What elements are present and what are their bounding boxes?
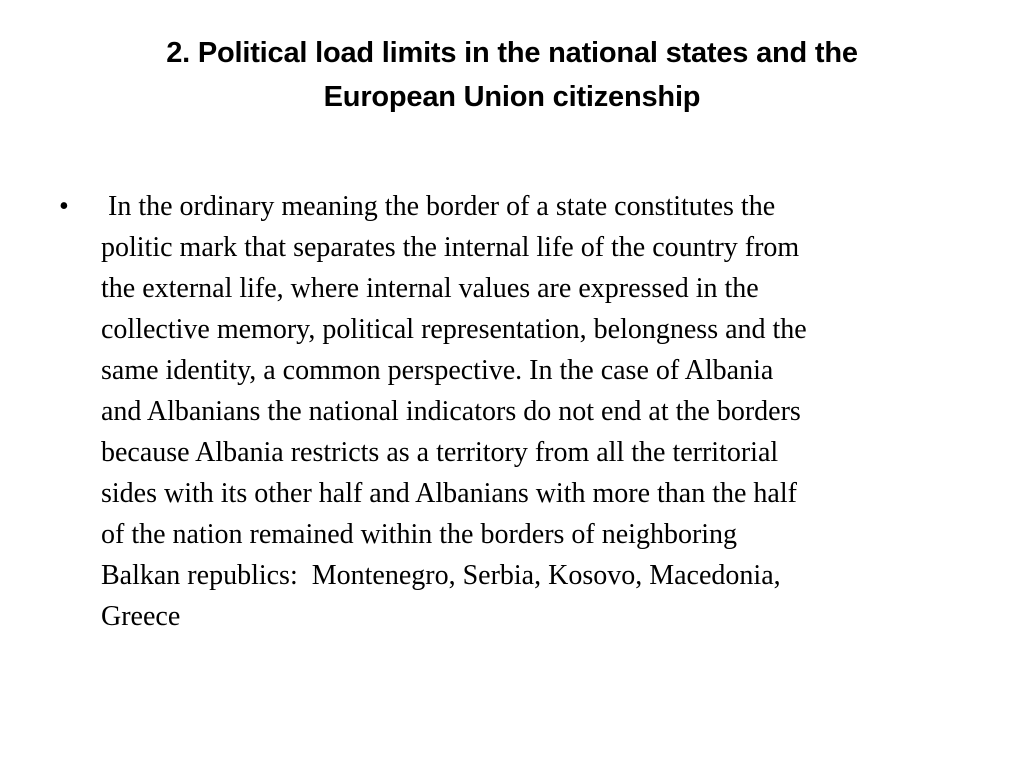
title-line-2: European Union citizenship bbox=[323, 81, 701, 113]
paragraph-line-3: the external life, where internal values are expressed in the bbox=[101, 273, 759, 304]
paragraph-line-8: sides with its other half and Albanians with more than the half bbox=[101, 478, 797, 509]
paragraph-line-11: Greece bbox=[101, 601, 181, 632]
title-line-1: 2. Political load limits in the national states and the bbox=[166, 37, 858, 69]
bullet-icon: • bbox=[59, 191, 69, 222]
paragraph-line-10: Balkan republics: Montenegro, Serbia, Kosovo, Macedonia, bbox=[101, 560, 781, 591]
paragraph-line-6: and Albanians the national indicators do not end at the borders bbox=[101, 396, 801, 427]
paragraph-line-7: because Albania restricts as a territory from all the territorial bbox=[101, 437, 779, 468]
paragraph-line-9: of the nation remained within the borders of neighboring bbox=[101, 519, 738, 550]
paragraph-line-5: same identity, a common perspective. In the case of Albania bbox=[101, 355, 774, 386]
bullet-item bbox=[54, 186, 974, 637]
paragraph-line-4: collective memory, political representation, belongness and the bbox=[101, 314, 807, 345]
paragraph-line-2: politic mark that separates the internal life of the country from bbox=[101, 232, 800, 263]
slide-title bbox=[60, 31, 964, 119]
slide-body bbox=[54, 186, 974, 637]
paragraph-line-1: In the ordinary meaning the border of a state constitutes the bbox=[101, 191, 776, 222]
